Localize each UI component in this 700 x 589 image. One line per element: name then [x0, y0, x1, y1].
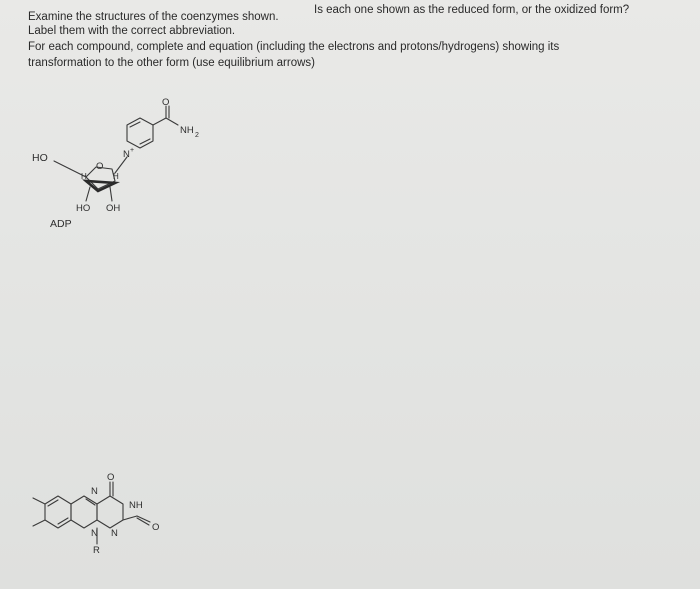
ring-plus-charge: +: [130, 147, 135, 154]
amide-subscript-label: 2: [195, 132, 199, 139]
instruction-line-1b: Is each one shown as the reduced form, or the oxidized form?: [314, 4, 630, 16]
ribose-ho-lower: HO: [76, 203, 91, 214]
amide-nh-label: NH: [180, 125, 194, 136]
ribose-h-right: H: [113, 172, 119, 181]
flavin-o-top: O: [107, 472, 115, 483]
flavin-n-lower: N: [91, 528, 98, 539]
instruction-line-2: Label them with the correct abbreviation.: [28, 25, 236, 37]
flavin-r-label: R: [93, 545, 100, 556]
nad-structure-drawing: [20, 95, 280, 245]
instruction-line-3: For each compound, complete and equation (including the electrons and protons/hydrogens) showing its: [28, 41, 560, 53]
amide-oxygen-label: O: [162, 97, 170, 108]
flavin-o-right: O: [152, 522, 160, 533]
instruction-line-4: transformation to the other form (use equilibrium arrows): [28, 57, 315, 69]
flavin-nh-label: NH: [129, 500, 143, 511]
ribose-oxygen-label: O: [96, 161, 104, 172]
ring-nitrogen-label: N: [123, 149, 130, 160]
ho-label: HO: [32, 152, 48, 164]
ribose-h-left: H: [81, 172, 87, 181]
ribose-oh-lower: OH: [106, 203, 121, 214]
flavin-structure-drawing: [25, 432, 225, 556]
instruction-line-1a: Examine the structures of the coenzymes shown.: [28, 11, 279, 23]
flavin-n-mid: N: [111, 528, 118, 539]
flavin-n-upper: N: [91, 486, 98, 497]
adp-label: ADP: [50, 218, 72, 230]
